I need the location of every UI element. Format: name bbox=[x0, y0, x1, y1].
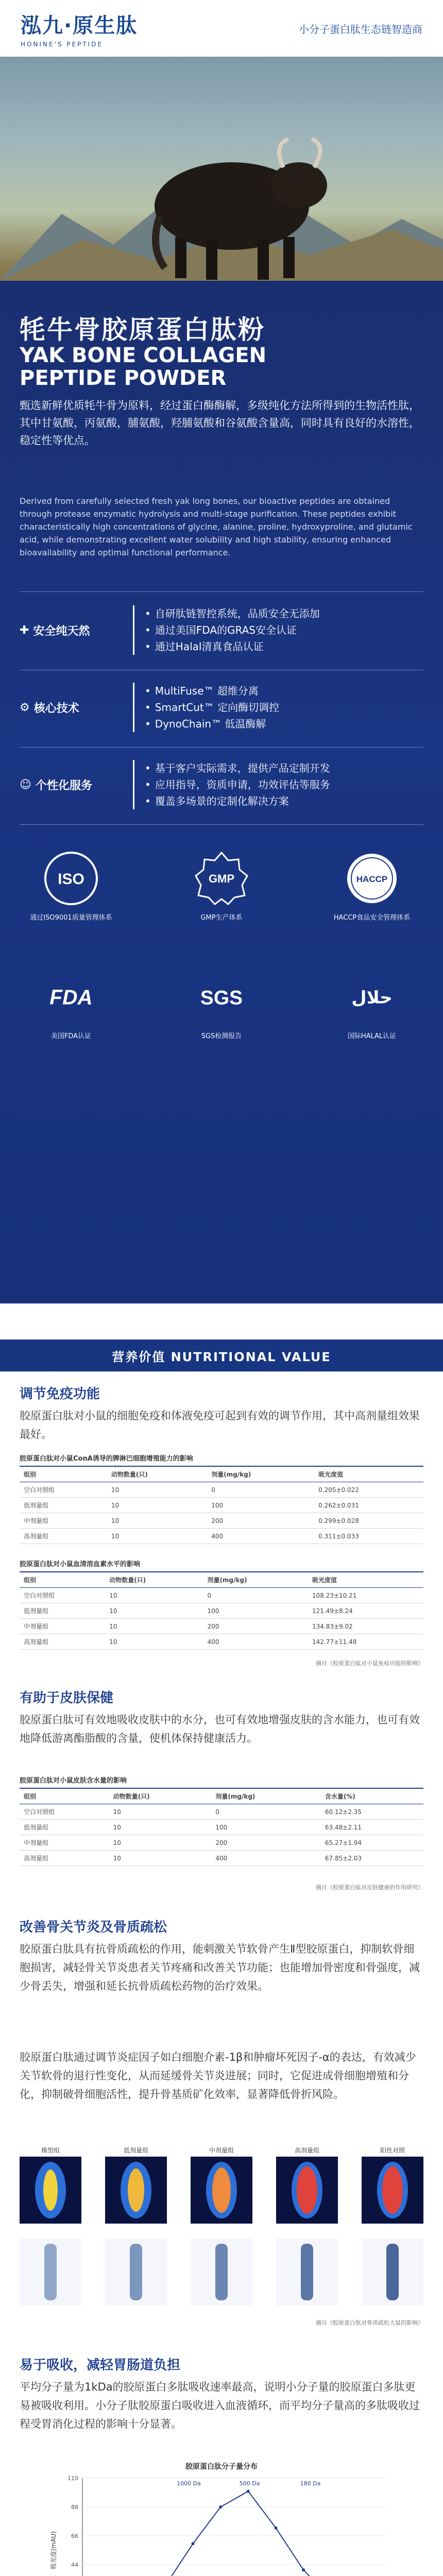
table-cell: 60.12±2.35 bbox=[321, 1804, 423, 1820]
table-cell: 0 bbox=[211, 1804, 321, 1820]
haccp-icon bbox=[344, 850, 400, 907]
feature-item: • MultiFuse™ 超维分离 bbox=[145, 683, 423, 699]
logo-cn: 泓九·原生肽 bbox=[21, 13, 138, 38]
table-cell: 0.262±0.031 bbox=[314, 1498, 423, 1513]
intro-text-cn: 甄选新鲜优质牦牛骨为原料，经过蛋白酶酶解，多级纯化方法所得到的生物活性肽，其中甘氨酸，丙氨酸，脯氨酸，羟脯氨酸和谷氨酸含量高，同时具有良好的水溶性，稳定性等优点。 bbox=[20, 399, 420, 447]
data-point bbox=[219, 2505, 222, 2509]
cert-badge-text: FDA bbox=[49, 985, 93, 1009]
table-cell: 100 bbox=[211, 1820, 321, 1835]
table-header-row bbox=[20, 1788, 423, 1804]
feature-items bbox=[133, 760, 423, 809]
table-cell: 高剂量组 bbox=[20, 1634, 105, 1650]
table-cell: 低剂量组 bbox=[20, 1603, 105, 1619]
sgs-icon bbox=[193, 969, 250, 1025]
feature-item: • 通过美国FDA的GRAS安全认证 bbox=[145, 622, 423, 638]
feature-service bbox=[20, 760, 423, 809]
bone-scan bbox=[362, 2157, 423, 2224]
skin-table bbox=[20, 1788, 423, 1866]
table-row bbox=[20, 1619, 423, 1634]
skin-source: 摘自《胶原蛋白肽对皮肤健康的作用研究》 bbox=[316, 1884, 423, 1891]
feature-item: • 覆盖多场景的定制化解决方案 bbox=[145, 793, 423, 809]
table-cell: 400 bbox=[211, 1851, 321, 1866]
table-cell: 中剂量组 bbox=[20, 1513, 107, 1529]
bone-title: 改善骨关节炎及骨质疏松 bbox=[20, 1920, 167, 1935]
logo-en: HONINE'S PEPTIDE bbox=[21, 40, 104, 48]
cert-haccp bbox=[320, 850, 423, 922]
y-tick-label: 66 bbox=[71, 2533, 78, 2539]
scan-col bbox=[362, 2146, 423, 2224]
table-cell: 中剂量组 bbox=[20, 1835, 109, 1851]
cert-badge-text: SGS bbox=[200, 987, 243, 1009]
divider bbox=[20, 747, 423, 748]
cert-label: 国际HALAL认证 bbox=[347, 1032, 397, 1040]
table-cell: 200 bbox=[207, 1513, 314, 1529]
table-row bbox=[20, 1529, 423, 1544]
table-header: 剂量(mg/kg) bbox=[203, 1572, 308, 1588]
y-tick-label: 88 bbox=[71, 2504, 78, 2511]
immune-text: 胶原蛋白肽对小鼠的细胞免疫和体液免疫可起到有效的调节作用，其中高剂量组效果最好。 bbox=[20, 1410, 420, 1440]
feature-item: • DynoChain™ 低温酶解 bbox=[145, 716, 423, 732]
yak-illustration bbox=[129, 113, 345, 283]
y-tick-label: 110 bbox=[67, 2475, 78, 2482]
bone-image bbox=[191, 2239, 252, 2306]
table-cell: 低剂量组 bbox=[20, 1820, 109, 1835]
table-cell: 10 bbox=[105, 1588, 203, 1603]
absorb-title: 易于吸收，减轻胃肠道负担 bbox=[20, 2358, 181, 2373]
cert-label: 美国FDA认证 bbox=[50, 1032, 92, 1040]
table-cell: 中剂量组 bbox=[20, 1619, 105, 1634]
feature-label bbox=[20, 605, 133, 655]
skin-table-caption: 胶原蛋白肽对小鼠皮肤含水量的影响 bbox=[20, 1777, 127, 1785]
data-point bbox=[302, 2568, 305, 2571]
scan-label: 阳性对照 bbox=[380, 2147, 405, 2154]
table-header: 吸光度值 bbox=[314, 1466, 423, 1482]
feature-label bbox=[20, 760, 133, 809]
scan-col bbox=[276, 2146, 338, 2224]
table-cell: 200 bbox=[211, 1835, 321, 1851]
nutrition-band bbox=[0, 1340, 443, 1371]
table-cell: 空白对照组 bbox=[20, 1588, 105, 1603]
brand-logo[interactable] bbox=[21, 9, 138, 48]
scan-label: 中剂量组 bbox=[209, 2147, 234, 2154]
immune-table1-caption: 胶原蛋白肽对小鼠ConA诱导的脾淋巴细胞增殖能力的影响 bbox=[20, 1455, 193, 1463]
iso-icon bbox=[43, 850, 99, 907]
table-header-row bbox=[20, 1572, 423, 1588]
bone-text-2: 胶原蛋白肽通过调节炎症因子如白细胞介素-1β和肿瘤坏死因子-α的表达，有效减少关节软骨的退行性变化，从而延缓骨关节炎进展；同时，它促进成骨细胞增殖和分化，抑制破骨细胞活性，提升骨基质矿化效率，显著降低骨折风险。 bbox=[20, 2051, 416, 2100]
table-cell: 空白对照组 bbox=[20, 1804, 109, 1820]
feature-items bbox=[133, 605, 423, 655]
scan-col bbox=[105, 2146, 167, 2224]
bone-image bbox=[105, 2239, 167, 2306]
table-cell: 低剂量组 bbox=[20, 1498, 107, 1513]
table-row bbox=[20, 1820, 423, 1835]
absorb-text: 平均分子量为1kDa的胶原蛋白多肽吸收速率最高，说明小分子量的胶原蛋白多肽更易被吸收利用。小分子肽胶原蛋白吸收进入血液循环，而平均分子量高的多肽吸收过程受胃消化过程的影响十分显著。 bbox=[20, 2381, 420, 2430]
gmp-icon bbox=[193, 850, 250, 907]
bone-image bbox=[362, 2239, 423, 2306]
table-cell: 10 bbox=[107, 1482, 207, 1498]
table-cell: 10 bbox=[109, 1851, 212, 1866]
table-cell: 0.311±0.033 bbox=[314, 1529, 423, 1544]
bone-scan bbox=[191, 2157, 252, 2224]
feature-label-text: 核心技术 bbox=[33, 702, 79, 715]
bone-image bbox=[20, 2239, 81, 2306]
mw-chart-svg bbox=[46, 2458, 397, 2576]
table-cell: 10 bbox=[109, 1820, 212, 1835]
table-header: 组别 bbox=[20, 1466, 107, 1482]
table-cell: 10 bbox=[107, 1529, 207, 1544]
table-row bbox=[20, 1482, 423, 1498]
person-icon: ☺ bbox=[20, 778, 31, 791]
table-cell: 空白对照组 bbox=[20, 1482, 107, 1498]
intro-text-en: Derived from carefully selected fresh yak long bones, our bioactive peptides are obtained through protease enzymatic hydrolysis and multi-stage purification. These peptides exhibit characteristically high concentrations of glycine, alanine, proline, hydroxyproline, and glutamic acid, while demonstrating excellent water solubility and high stability, ensuring enhanced bioavailability and optimal functional performance. bbox=[20, 496, 413, 557]
bone-source: 摘自《胶原蛋白肽对骨质疏松大鼠的影响》 bbox=[316, 2319, 423, 2326]
feature-item: • SmartCut™ 定向酶切调控 bbox=[145, 699, 423, 716]
immune-table2-caption: 胶原蛋白肽对小鼠血清溶血素水平的影响 bbox=[20, 1561, 141, 1568]
mw-chart bbox=[46, 2458, 397, 2576]
table-header: 动物数量(只) bbox=[109, 1788, 212, 1804]
table-header-row bbox=[20, 1466, 423, 1482]
top-bar bbox=[0, 0, 443, 57]
data-point bbox=[192, 2542, 195, 2545]
cert-badge-text: حلال bbox=[351, 987, 393, 1008]
cert-badge-text: ISO bbox=[58, 871, 84, 888]
table-header: 动物数量(只) bbox=[105, 1572, 203, 1588]
table-cell: 100 bbox=[203, 1603, 308, 1619]
cert-label: GMP生产体系 bbox=[200, 914, 243, 922]
table-row bbox=[20, 1498, 423, 1513]
bone-scan-row-1 bbox=[20, 2146, 423, 2224]
bone-image bbox=[276, 2239, 338, 2306]
check-icon: ✚ bbox=[20, 623, 29, 637]
product-title-en-line2: PEPTIDE POWDER bbox=[20, 366, 227, 390]
gear-icon: ⚙ bbox=[20, 701, 30, 714]
table-header: 动物数量(只) bbox=[107, 1466, 207, 1482]
immune-table-1 bbox=[20, 1466, 423, 1544]
tagline: 小分子蛋白肽生态链智造商 bbox=[299, 23, 422, 36]
table-cell: 142.77±11.48 bbox=[308, 1634, 423, 1650]
feature-tech bbox=[20, 683, 423, 732]
cert-badge-text: GMP bbox=[208, 872, 235, 885]
bone-scan bbox=[105, 2157, 167, 2224]
scan-label: 低剂量组 bbox=[123, 2147, 148, 2154]
annotation: 180 Da bbox=[300, 2480, 321, 2487]
scan-col bbox=[20, 2146, 81, 2224]
scan-col bbox=[191, 2146, 252, 2224]
table-row bbox=[20, 1634, 423, 1650]
feature-label-text: 安全纯天然 bbox=[33, 624, 90, 638]
product-title-en-line1: YAK BONE COLLAGEN bbox=[20, 344, 267, 367]
table-cell: 10 bbox=[107, 1498, 207, 1513]
table-row bbox=[20, 1513, 423, 1529]
chart-title: 胶原蛋白肽分子量分布 bbox=[185, 2463, 258, 2471]
bone-scan bbox=[20, 2157, 81, 2224]
bone-text-1: 胶原蛋白肽具有抗骨质疏松的作用，能刺激关节软骨产生Ⅱ型胶原蛋白，抑制软骨细胞损害，减轻骨关节炎患者关节疼痛和改善关节功能；也能增加骨密度和骨强度，减少骨丢失，增强和延长抗骨质疏松药物的治疗效果。 bbox=[20, 1943, 420, 1992]
skin-title: 有助于皮肤保健 bbox=[20, 1690, 114, 1706]
table-cell: 121.49±8.24 bbox=[308, 1603, 423, 1619]
table-cell: 0 bbox=[203, 1588, 308, 1603]
series-line bbox=[82, 2491, 386, 2576]
feature-label bbox=[20, 683, 133, 732]
cert-halal bbox=[320, 969, 423, 1040]
y-tick-label: 44 bbox=[71, 2562, 78, 2568]
immune-title: 调节免疫功能 bbox=[20, 1386, 100, 1402]
table-cell: 10 bbox=[107, 1513, 207, 1529]
table-cell: 0.299±0.028 bbox=[314, 1513, 423, 1529]
table-cell: 10 bbox=[109, 1804, 212, 1820]
table-header: 含水量(%) bbox=[321, 1788, 423, 1804]
table-row bbox=[20, 1835, 423, 1851]
nutrition-band-title: 营养价值 NUTRITIONAL VALUE bbox=[112, 1349, 331, 1364]
table-cell: 400 bbox=[207, 1529, 314, 1544]
table-cell: 10 bbox=[105, 1603, 203, 1619]
scan-label: 高剂量组 bbox=[294, 2147, 319, 2154]
feature-item: • 通过Halal清真食品认证 bbox=[145, 638, 423, 655]
table-cell: 10 bbox=[105, 1619, 203, 1634]
table-row bbox=[20, 1804, 423, 1820]
bone-scan bbox=[276, 2157, 338, 2224]
annotation: 500 Da bbox=[239, 2480, 260, 2487]
divider bbox=[20, 824, 423, 825]
halal-icon bbox=[344, 969, 400, 1025]
table-header: 剂量(mg/kg) bbox=[211, 1788, 321, 1804]
table-header: 吸光度值 bbox=[308, 1572, 423, 1588]
feature-item: • 自研肽链智控系统，品质安全无添加 bbox=[145, 605, 423, 622]
cert-row-2 bbox=[20, 969, 423, 1040]
cert-gmp bbox=[170, 850, 273, 922]
table-row bbox=[20, 1588, 423, 1603]
table-cell: 200 bbox=[203, 1619, 308, 1634]
feature-items bbox=[133, 683, 423, 732]
feature-item: • 应用指导，资质申请，功效评估等服务 bbox=[145, 776, 423, 793]
skin-text: 胶原蛋白肽可有效地吸收皮肤中的水分，也可有效地增强皮肤的含水能力，也可有效地降低游离酯脂酸的含量，使机体保持健康活力。 bbox=[20, 1714, 420, 1744]
table-cell: 10 bbox=[105, 1634, 203, 1650]
table-row bbox=[20, 1851, 423, 1866]
cert-iso bbox=[20, 850, 123, 922]
y-axis-label: 吸光度(mAU) bbox=[50, 2531, 57, 2570]
bone-scan-row-2 bbox=[20, 2239, 423, 2306]
cert-label: HACCP食品安全管理体系 bbox=[333, 914, 411, 922]
table-cell: 65.27±1.94 bbox=[321, 1835, 423, 1851]
table-cell: 63.48±2.11 bbox=[321, 1820, 423, 1835]
cert-sgs bbox=[170, 969, 273, 1040]
table-cell: 400 bbox=[203, 1634, 308, 1650]
fda-icon bbox=[43, 969, 99, 1025]
data-point bbox=[247, 2489, 250, 2493]
feature-label-text: 个性化服务 bbox=[35, 779, 92, 792]
product-title-cn: 牦牛骨胶原蛋白肽粉 bbox=[20, 315, 265, 345]
table-cell: 10 bbox=[109, 1835, 212, 1851]
cert-fda bbox=[20, 969, 123, 1040]
product-title-en bbox=[20, 344, 266, 389]
table-cell: 0 bbox=[207, 1482, 314, 1498]
table-cell: 108.23±10.21 bbox=[308, 1588, 423, 1603]
table-cell: 0.205±0.022 bbox=[314, 1482, 423, 1498]
divider bbox=[20, 591, 423, 592]
cert-badge-text: HACCP bbox=[356, 874, 388, 884]
scan-label: 模型组 bbox=[41, 2147, 60, 2154]
table-cell: 100 bbox=[207, 1498, 314, 1513]
cert-label: SGS检测报告 bbox=[201, 1032, 242, 1040]
immune-table-2 bbox=[20, 1571, 423, 1650]
immune-source: 摘自《胶原蛋白肽对小鼠免疫功能的影响》 bbox=[316, 1660, 423, 1667]
cert-row-1 bbox=[20, 850, 423, 922]
table-header: 组别 bbox=[20, 1788, 109, 1804]
table-cell: 高剂量组 bbox=[20, 1529, 107, 1544]
annotation: 1000 Da bbox=[177, 2480, 201, 2487]
table-cell: 134.83±9.02 bbox=[308, 1619, 423, 1634]
table-header: 剂量(mg/kg) bbox=[207, 1466, 314, 1482]
data-point bbox=[274, 2527, 277, 2530]
table-row bbox=[20, 1603, 423, 1619]
table-cell: 67.85±2.03 bbox=[321, 1851, 423, 1866]
feature-safety bbox=[20, 605, 423, 655]
table-cell: 高剂量组 bbox=[20, 1851, 109, 1866]
cert-label: 通过ISO9001质量管理体系 bbox=[30, 914, 112, 922]
feature-item: • 基于客户实际需求，提供产品定制开发 bbox=[145, 760, 423, 776]
table-header: 组别 bbox=[20, 1572, 105, 1588]
